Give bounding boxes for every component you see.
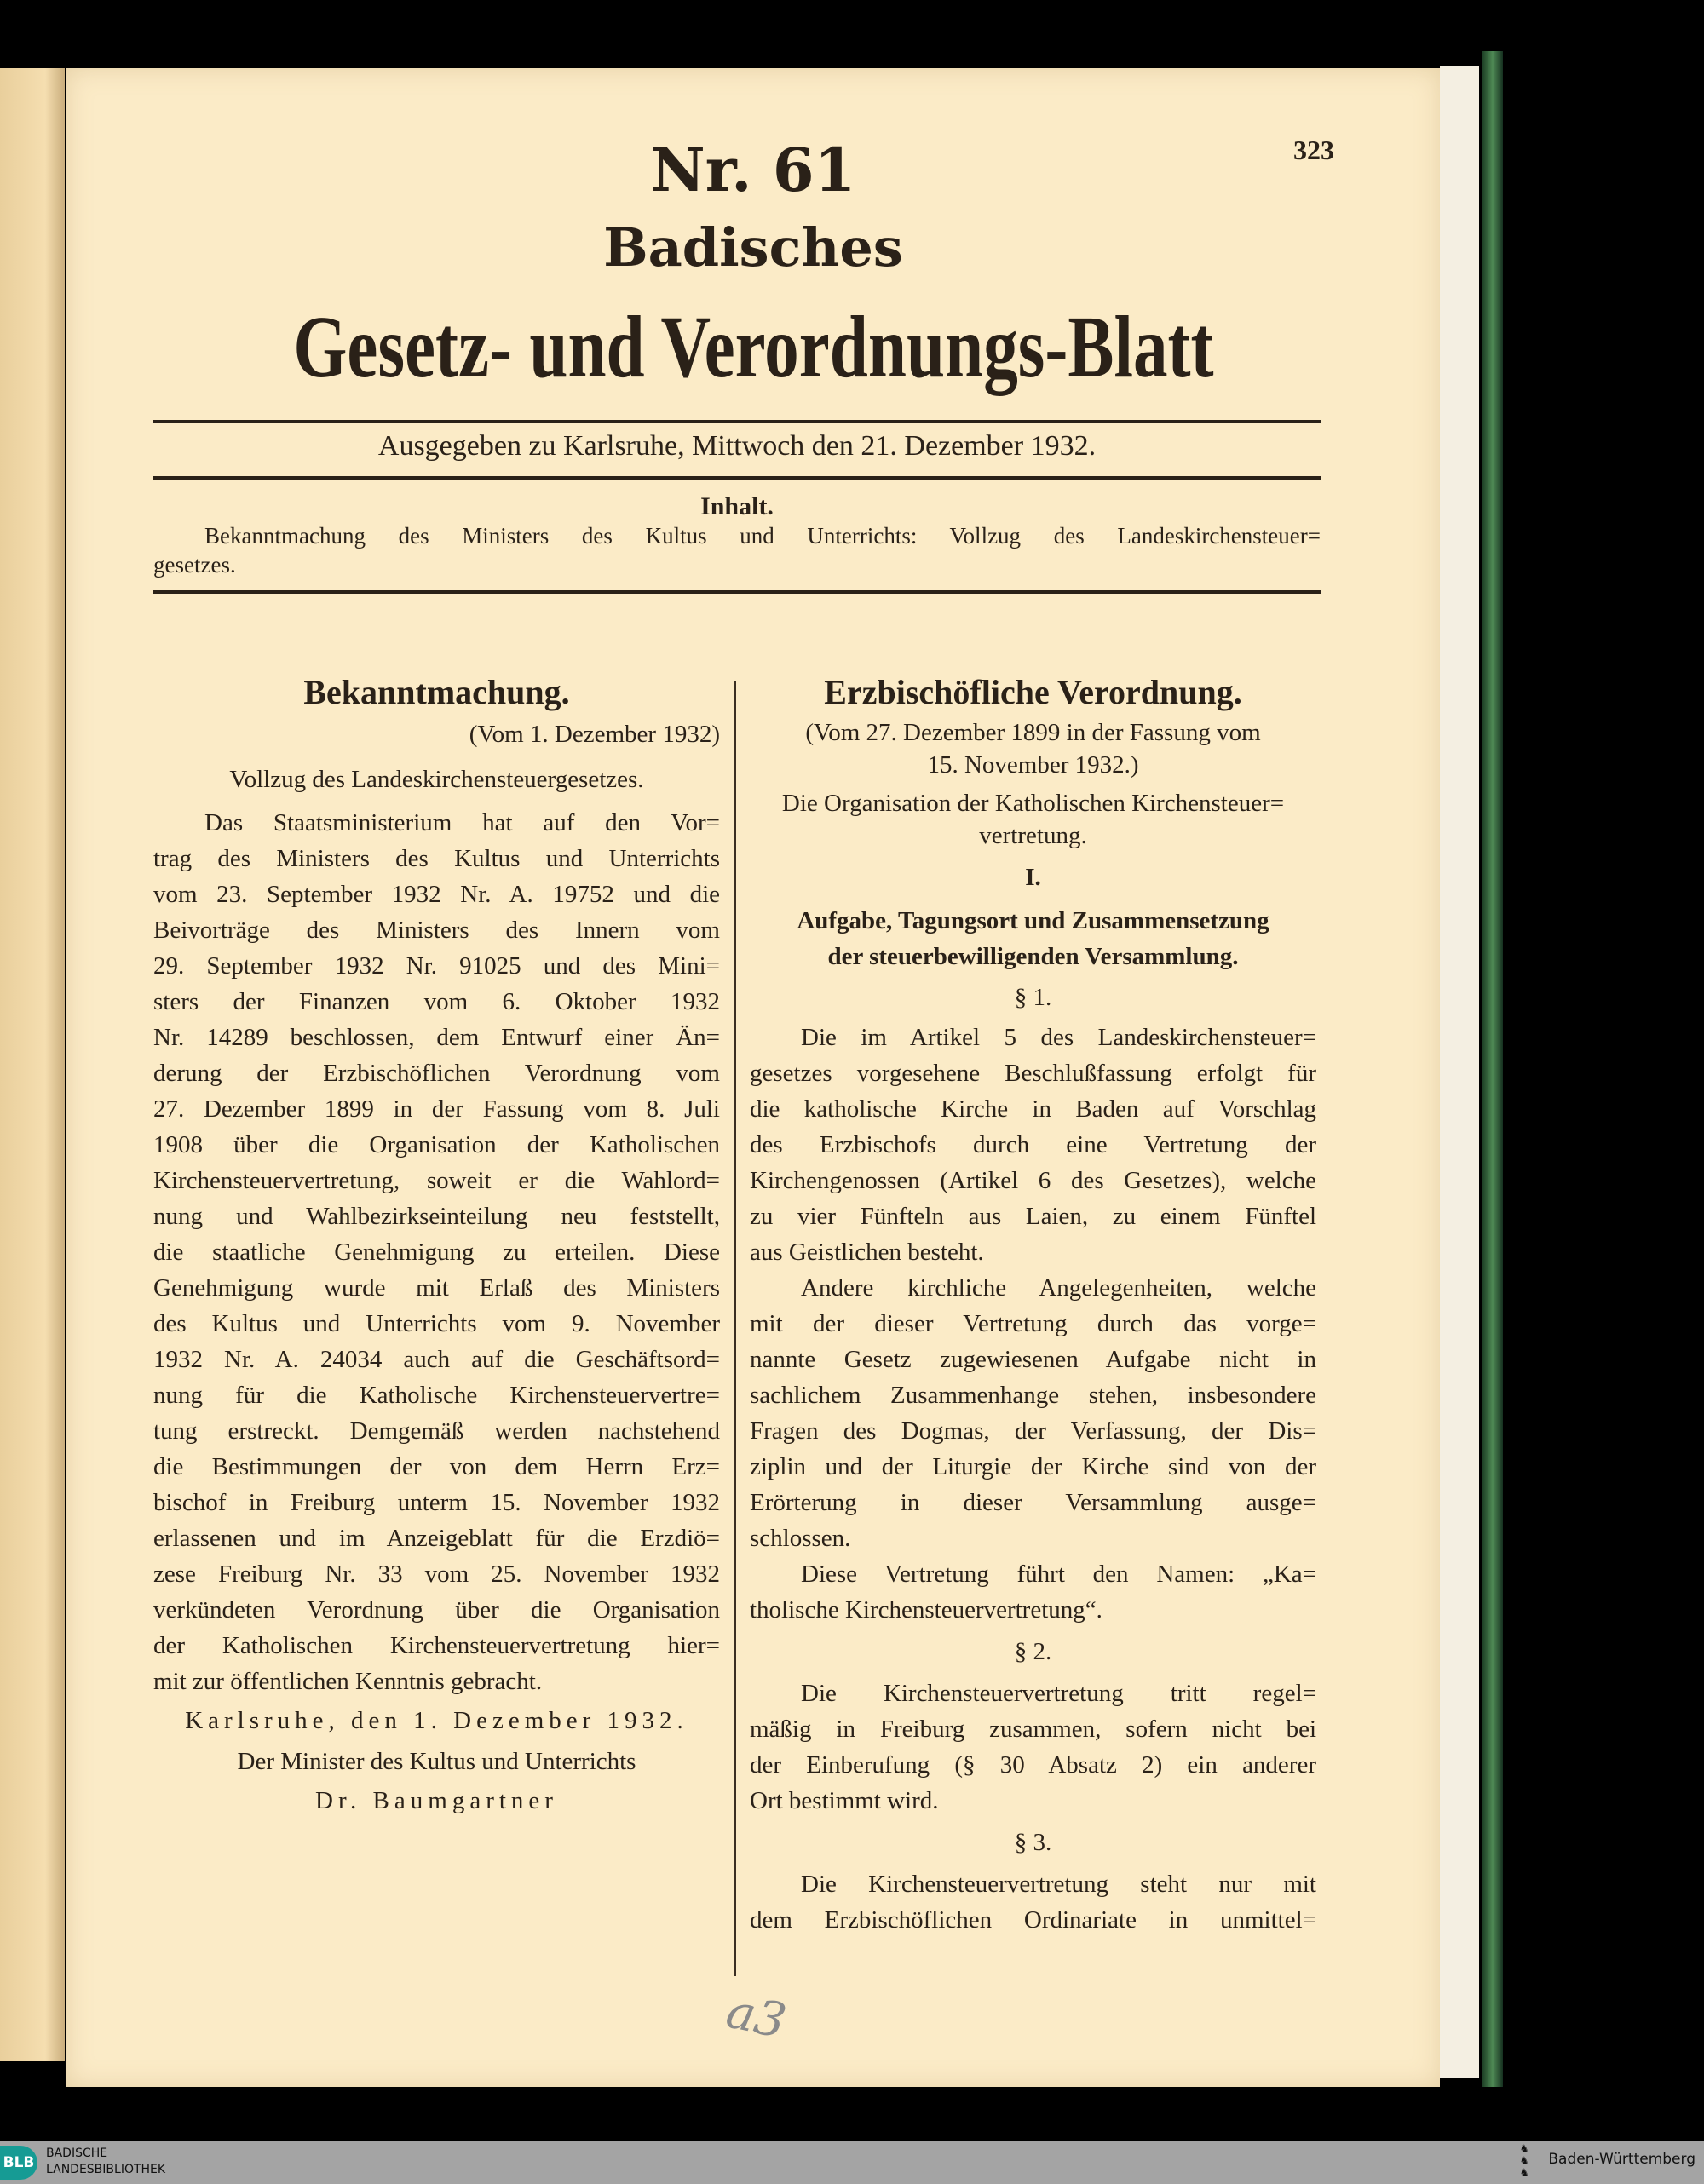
- text-line: zu vier Fünfteln aus Laien, zu einem Fünftel: [750, 1203, 1316, 1230]
- page-number: 323: [1293, 135, 1334, 165]
- text-line: des Erzbischofs durch eine Vertretung der: [750, 1131, 1316, 1158]
- text-line: tung erstreckt. Demgemäß werden nachstehend: [153, 1417, 720, 1445]
- text-line: des Kultus und Unterrichts vom 9. November: [153, 1310, 720, 1337]
- announcement-date: (Vom 1. Dezember 1932): [469, 721, 720, 748]
- text-line: aus Geistlichen besteht.: [750, 1239, 984, 1266]
- text-line: 29. September 1932 Nr. 91025 und des Mini=: [153, 952, 720, 980]
- text-line: 1908 über die Organisation der Katholischen: [153, 1131, 720, 1158]
- text-line: verkündeten Verordnung über die Organisation: [153, 1596, 720, 1624]
- text-line: sters der Finanzen vom 6. Oktober 1932: [153, 988, 720, 1015]
- text-line: nung und Wahlbezirkseinteilung neu feststellt,: [153, 1203, 720, 1230]
- divider-rule: [153, 476, 1321, 480]
- library-name-line: LANDESBIBLIOTHEK: [46, 2163, 166, 2176]
- text-line: Kirchensteuervertretung, soweit er die Wahlord=: [153, 1167, 720, 1194]
- library-name-line: BADISCHE: [46, 2147, 108, 2160]
- text-line: Kirchengenossen (Artikel 6 des Gesetzes), welche: [750, 1167, 1316, 1194]
- blb-logo[interactable]: BLB: [0, 2146, 37, 2180]
- handwritten-pencil-note: a3: [721, 1983, 792, 2050]
- state-label[interactable]: Baden-Württemberg: [1548, 2151, 1695, 2168]
- text-line: Diese Vertretung führt den Namen: „Ka=: [801, 1560, 1316, 1588]
- section-label: § 3.: [1014, 1829, 1052, 1856]
- part-heading-line: der steuerbewilligenden Versammlung.: [827, 943, 1239, 970]
- contents-heading: Inhalt.: [700, 492, 774, 520]
- left-column: [153, 669, 720, 1819]
- text-line: Erörterung in dieser Versammlung ausge=: [750, 1489, 1316, 1516]
- text-line: sachlichem Zusammenhange stehen, insbesondere: [750, 1382, 1316, 1409]
- paragraph: [750, 1020, 1316, 1270]
- text-line: die staatliche Genehmigung zu erteilen. Diese: [153, 1239, 720, 1266]
- text-line: bischof in Freiburg unterm 15. November 1932: [153, 1489, 720, 1516]
- viewer-footer-bar: [0, 2141, 1704, 2184]
- text-line: Fragen des Dogmas, der Verfassung, der Dis=: [750, 1417, 1316, 1445]
- page-stack-edge: [1440, 66, 1479, 2078]
- text-line: trag des Ministers des Kultus und Unterrichts: [153, 845, 720, 872]
- divider-rule: [153, 420, 1321, 423]
- section-label: § 2.: [1014, 1638, 1052, 1665]
- masthead-title-wrap: [66, 296, 1440, 399]
- text-line: Andere kirchliche Angelegenheiten, welche: [801, 1274, 1316, 1302]
- issue-number: Nr. 61: [650, 135, 856, 205]
- lions-coat-of-arms-icon: ♞ ♞ ♞: [1519, 2143, 1529, 2180]
- part-heading-line: Aufgabe, Tagungsort und Zusammensetzung: [797, 907, 1269, 934]
- ordinance-sections: [750, 980, 1316, 1938]
- text-line: Das Staatsministerium hat auf den Vor=: [204, 809, 720, 836]
- section-body: [750, 1020, 1316, 1628]
- text-line: der Einberufung (§ 30 Absatz 2) ein anderer: [750, 1751, 1316, 1779]
- paragraph: [750, 1675, 1316, 1819]
- facing-page-edge: [0, 68, 65, 2061]
- contents-line: gesetzes.: [153, 552, 236, 578]
- contents-line: Bekanntmachung des Ministers des Kultus und Unterrichts: Vollzug des Landeskirchensteuer=: [204, 523, 1321, 549]
- text-line: dem Erzbischöflichen Ordinariate in unmittel=: [750, 1906, 1316, 1934]
- paragraph: [750, 1270, 1316, 1556]
- text-line: Genehmigung wurde mit Erlaß des Ministers: [153, 1274, 720, 1302]
- announcement-title: Bekanntmachung.: [303, 673, 570, 711]
- section-body: [750, 1675, 1316, 1819]
- text-line: nannte Gesetz zugewiesenen Aufgabe nicht in: [750, 1346, 1316, 1373]
- text-line: die katholische Kirche in Baden auf Vorschlag: [750, 1095, 1316, 1123]
- masthead-title: Gesetz- und Verordnungs-Blatt: [292, 298, 1214, 396]
- text-line: 27. Dezember 1899 in der Fassung vom 8. Juli: [153, 1095, 720, 1123]
- section-body: [750, 1866, 1316, 1938]
- text-line: derung der Erzbischöflichen Verordnung vom: [153, 1060, 720, 1087]
- text-line: mit der dieser Vertretung durch das vorge=: [750, 1310, 1316, 1337]
- masthead-line1: Badisches: [603, 216, 903, 279]
- paragraph: [750, 1556, 1316, 1628]
- text-line: mit zur öffentlichen Kenntnis gebracht.: [153, 1668, 543, 1695]
- text-line: schlossen.: [750, 1525, 851, 1552]
- document-page: [66, 68, 1440, 2087]
- text-line: Beivorträge des Ministers des Innern vom: [153, 917, 720, 944]
- text-line: Die im Artikel 5 des Landeskirchensteuer=: [801, 1024, 1316, 1051]
- paragraph: [750, 1866, 1316, 1938]
- text-line: erlassenen und im Anzeigeblatt für die Erzdiö=: [153, 1525, 720, 1552]
- text-line: nung für die Katholische Kirchensteuervertre=: [153, 1382, 720, 1409]
- part-numeral: I.: [1025, 864, 1041, 891]
- ordinance-title: Erzbischöfliche Verordnung.: [824, 673, 1242, 711]
- divider-rule: [153, 590, 1321, 594]
- text-line: mäßig in Freiburg zusammen, sofern nicht bei: [750, 1716, 1316, 1743]
- right-column: [750, 669, 1316, 1938]
- announcement-body: [153, 805, 720, 1699]
- table-of-contents: [153, 521, 1321, 579]
- book-binding-edge: [1482, 51, 1503, 2087]
- text-line: Die Kirchensteuervertretung tritt regel=: [801, 1680, 1316, 1707]
- text-line: der Katholischen Kirchensteuervertretung hier=: [153, 1632, 720, 1659]
- ordinance-subject-line: Die Organisation der Katholischen Kirchensteuer=: [781, 790, 1285, 817]
- ordinance-date-line: (Vom 27. Dezember 1899 in der Fassung vom: [805, 719, 1261, 746]
- signatory-title: Der Minister des Kultus und Unterrichts: [237, 1748, 636, 1775]
- issue-date-line: Ausgegeben zu Karlsruhe, Mittwoch den 21. Dezember 1932.: [377, 430, 1097, 462]
- place-date: Karlsruhe, den 1. Dezember 1932.: [185, 1707, 688, 1734]
- library-name: [46, 2146, 165, 2178]
- announcement-subject: Vollzug des Landeskirchensteuergesetzes.: [229, 766, 644, 793]
- text-line: vom 23. September 1932 Nr. A. 19752 und die: [153, 881, 720, 908]
- text-line: Die Kirchensteuervertretung steht nur mit: [801, 1871, 1316, 1898]
- signatory-name: Dr. Baumgartner: [315, 1787, 558, 1814]
- text-line: gesetzes vorgesehene Beschlußfassung erfolgt für: [750, 1060, 1316, 1087]
- text-line: tholische Kirchensteuervertretung“.: [750, 1596, 1102, 1624]
- column-divider: [734, 681, 736, 1976]
- text-line: ziplin und der Liturgie der Kirche sind von der: [750, 1453, 1316, 1480]
- text-line: 1932 Nr. A. 24034 auch auf die Geschäftsord=: [153, 1346, 720, 1373]
- section-label: § 1.: [1014, 984, 1052, 1011]
- text-line: Nr. 14289 beschlossen, dem Entwurf einer Än=: [153, 1024, 720, 1051]
- text-line: Ort bestimmt wird.: [750, 1787, 939, 1814]
- ordinance-date-line: 15. November 1932.): [927, 751, 1139, 779]
- ordinance-subject-line: vertretung.: [979, 822, 1087, 849]
- text-line: die Bestimmungen der von dem Herrn Erz=: [153, 1453, 720, 1480]
- paragraph: [153, 805, 720, 1699]
- text-line: zese Freiburg Nr. 33 vom 25. November 1932: [153, 1560, 720, 1588]
